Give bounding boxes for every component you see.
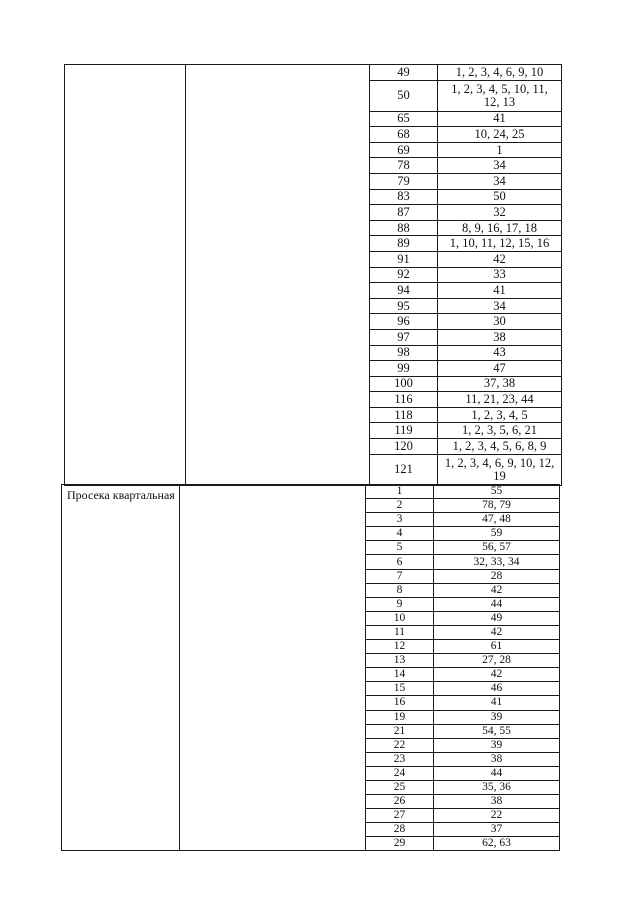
vydel-list-text: 1, 2, 3, 5, 6, 21 — [462, 423, 537, 438]
vydel-list-cell — [438, 251, 562, 267]
kvartal-number-cell: 50 — [370, 80, 438, 111]
vydel-list-text: 22 — [490, 809, 503, 822]
vydel-list-cell — [434, 823, 560, 837]
vydel-list-text: 47 — [493, 360, 506, 375]
vydel-list-cell — [438, 376, 562, 392]
empty-column-cell — [186, 65, 370, 486]
kvartal-number-cell: 10 — [366, 611, 434, 625]
vydel-list-text: 32 — [493, 204, 506, 219]
vydel-list-text: 1, 10, 11, 12, 15, 16 — [449, 236, 550, 251]
vydel-list-text: 42 — [490, 583, 503, 596]
vydel-list-text: 38 — [490, 795, 503, 808]
vydel-list-cell — [438, 173, 562, 189]
vydel-list-text: 54, 55 — [482, 724, 511, 737]
vydel-list-cell — [438, 361, 562, 377]
vydel-list-text: 39 — [490, 738, 503, 751]
kvartal-number-cell: 23 — [366, 752, 434, 766]
vydel-list-text: 38 — [493, 329, 506, 344]
vydel-list-text: 1, 2, 3, 4, 6, 9, 10 — [455, 64, 544, 79]
vydel-list-text: 33 — [493, 267, 506, 282]
table-row — [65, 65, 562, 81]
vydel-list-text: 44 — [490, 597, 503, 610]
vydel-list-cell — [434, 569, 560, 583]
kvartal-number-cell: 49 — [370, 65, 438, 81]
vydel-list-cell — [438, 236, 562, 252]
vydel-list-cell — [438, 111, 562, 127]
kvartal-number-cell: 8 — [366, 583, 434, 597]
kvartal-number-cell: 2 — [366, 499, 434, 513]
kvartal-number-cell: 9 — [366, 597, 434, 611]
kvartal-number-cell: 13 — [366, 654, 434, 668]
kvartal-number-cell: 79 — [370, 173, 438, 189]
kvartal-number-cell: 7 — [366, 569, 434, 583]
kvartal-number-cell: 26 — [366, 795, 434, 809]
vydel-list-text: 28 — [490, 569, 503, 582]
kvartal-number-cell: 87 — [370, 205, 438, 221]
vydel-list-text: 41 — [493, 111, 506, 126]
kvartal-number-cell: 96 — [370, 314, 438, 330]
kvartal-number-cell: 6 — [366, 555, 434, 569]
kvartal-number-cell: 28 — [366, 823, 434, 837]
vydel-list-cell — [434, 597, 560, 611]
allotment-table-section-1 — [64, 64, 562, 486]
kvartal-number-cell: 95 — [370, 298, 438, 314]
vydel-list-text: 1, 2, 3, 4, 5, 10, 11, 12, 13 — [451, 81, 548, 109]
vydel-list-cell — [438, 329, 562, 345]
vydel-list-text: 78, 79 — [482, 499, 511, 512]
vydel-list-text: 42 — [490, 625, 503, 638]
vydel-list-cell — [434, 668, 560, 682]
vydel-list-cell — [434, 527, 560, 541]
vydel-list-text: 41 — [493, 282, 506, 297]
kvartal-number-cell: 116 — [370, 392, 438, 408]
vydel-list-cell — [438, 127, 562, 143]
vydel-list-cell — [438, 220, 562, 236]
vydel-list-text: 59 — [490, 527, 503, 540]
kvartal-number-cell: 24 — [366, 766, 434, 780]
kvartal-number-cell: 68 — [370, 127, 438, 143]
vydel-list-text: 34 — [493, 298, 506, 313]
vydel-list-text: 55 — [490, 485, 503, 498]
vydel-list-text: 1 — [496, 142, 503, 157]
vydel-list-text: 1, 2, 3, 4, 5 — [471, 407, 528, 422]
vydel-list-text: 30 — [493, 314, 506, 329]
vydel-list-cell — [438, 267, 562, 283]
kvartal-number-cell: 97 — [370, 329, 438, 345]
vydel-list-text: 1, 2, 3, 4, 6, 9, 10, 12, 19 — [444, 455, 555, 483]
vydel-list-cell — [438, 80, 562, 111]
vydel-list-cell — [434, 724, 560, 738]
vydel-list-cell — [434, 555, 560, 569]
vydel-list-text: 1, 2, 3, 4, 5, 6, 8, 9 — [452, 438, 547, 453]
vydel-list-text: 38 — [490, 752, 503, 765]
object-name-cell — [65, 65, 186, 486]
vydel-list-text: 41 — [490, 696, 503, 709]
vydel-list-cell — [434, 625, 560, 639]
vydel-list-cell — [434, 738, 560, 752]
kvartal-number-cell: 4 — [366, 527, 434, 541]
vydel-list-text: 49 — [490, 611, 503, 624]
vydel-list-text: 37 — [490, 823, 503, 836]
vydel-list-text: 42 — [490, 668, 503, 681]
kvartal-number-cell: 88 — [370, 220, 438, 236]
vydel-list-text: 62, 63 — [482, 837, 511, 850]
vydel-list-cell — [434, 640, 560, 654]
kvartal-number-cell: 27 — [366, 809, 434, 823]
kvartal-number-cell: 119 — [370, 423, 438, 439]
vydel-list-cell — [434, 766, 560, 780]
vydel-list-cell — [438, 314, 562, 330]
empty-column-cell — [180, 485, 366, 851]
vydel-list-text: 8, 9, 16, 17, 18 — [462, 220, 537, 235]
kvartal-number-cell: 14 — [366, 668, 434, 682]
vydel-list-cell — [438, 345, 562, 361]
kvartal-number-cell: 89 — [370, 236, 438, 252]
kvartal-number-cell: 69 — [370, 142, 438, 158]
kvartal-number-cell: 92 — [370, 267, 438, 283]
kvartal-number-cell: 118 — [370, 407, 438, 423]
vydel-list-cell — [434, 780, 560, 794]
vydel-list-text: 50 — [493, 189, 506, 204]
vydel-list-cell — [434, 485, 560, 499]
vydel-list-cell — [438, 189, 562, 205]
kvartal-number-cell: 3 — [366, 513, 434, 527]
vydel-list-cell — [434, 513, 560, 527]
vydel-list-cell — [434, 752, 560, 766]
vydel-list-text: 42 — [493, 251, 506, 266]
vydel-list-text: 46 — [490, 682, 503, 695]
kvartal-number-cell: 120 — [370, 439, 438, 455]
kvartal-number-cell: 16 — [366, 696, 434, 710]
vydel-list-cell — [434, 654, 560, 668]
kvartal-number-cell: 19 — [366, 710, 434, 724]
vydel-list-cell — [434, 682, 560, 696]
vydel-list-text: 39 — [490, 710, 503, 723]
kvartal-number-cell: 83 — [370, 189, 438, 205]
vydel-list-cell — [438, 454, 562, 485]
vydel-list-cell — [438, 392, 562, 408]
vydel-list-text: 61 — [490, 640, 503, 653]
kvartal-number-cell: 21 — [366, 724, 434, 738]
vydel-list-cell — [438, 65, 562, 81]
vydel-list-text: 47, 48 — [482, 513, 511, 526]
kvartal-number-cell: 15 — [366, 682, 434, 696]
vydel-list-text: 56, 57 — [482, 541, 511, 554]
kvartal-number-cell: 100 — [370, 376, 438, 392]
vydel-list-cell — [434, 710, 560, 724]
allotment-table-section-2 — [61, 484, 560, 851]
kvartal-number-cell: 91 — [370, 251, 438, 267]
vydel-list-text: 37, 38 — [483, 376, 516, 391]
vydel-list-cell — [438, 407, 562, 423]
kvartal-number-cell: 22 — [366, 738, 434, 752]
kvartal-number-cell: 98 — [370, 345, 438, 361]
vydel-list-text: 10, 24, 25 — [474, 126, 525, 141]
kvartal-number-cell: 1 — [366, 485, 434, 499]
vydel-list-text: 43 — [493, 345, 506, 360]
vydel-list-cell — [438, 158, 562, 174]
vydel-list-text: 27, 28 — [482, 654, 511, 667]
vydel-list-cell — [438, 298, 562, 314]
kvartal-number-cell: 99 — [370, 361, 438, 377]
vydel-list-cell — [434, 809, 560, 823]
vydel-list-cell — [434, 583, 560, 597]
vydel-list-text: 35, 36 — [482, 781, 511, 794]
vydel-list-text: 11, 21, 23, 44 — [465, 392, 534, 407]
kvartal-number-cell: 121 — [370, 454, 438, 485]
vydel-list-cell — [434, 499, 560, 513]
vydel-list-cell — [438, 439, 562, 455]
vydel-list-cell — [434, 611, 560, 625]
vydel-list-text: 44 — [490, 766, 503, 779]
vydel-list-cell — [434, 696, 560, 710]
kvartal-number-cell: 78 — [370, 158, 438, 174]
vydel-list-cell — [438, 142, 562, 158]
kvartal-number-cell: 25 — [366, 780, 434, 794]
vydel-list-text: 34 — [493, 173, 506, 188]
object-name-cell: Просека квартальная — [62, 485, 180, 851]
kvartal-number-cell: 29 — [366, 837, 434, 851]
kvartal-number-cell: 5 — [366, 541, 434, 555]
vydel-list-cell — [438, 205, 562, 221]
vydel-list-cell — [438, 423, 562, 439]
kvartal-number-cell: 65 — [370, 111, 438, 127]
kvartal-number-cell: 11 — [366, 625, 434, 639]
vydel-list-text: 34 — [493, 158, 506, 173]
vydel-list-cell — [434, 795, 560, 809]
vydel-list-cell — [438, 283, 562, 299]
kvartal-number-cell: 12 — [366, 640, 434, 654]
kvartal-number-cell: 94 — [370, 283, 438, 299]
table-row — [62, 485, 560, 499]
vydel-list-cell — [434, 541, 560, 555]
vydel-list-text: 32, 33, 34 — [473, 555, 520, 568]
vydel-list-cell — [434, 837, 560, 851]
